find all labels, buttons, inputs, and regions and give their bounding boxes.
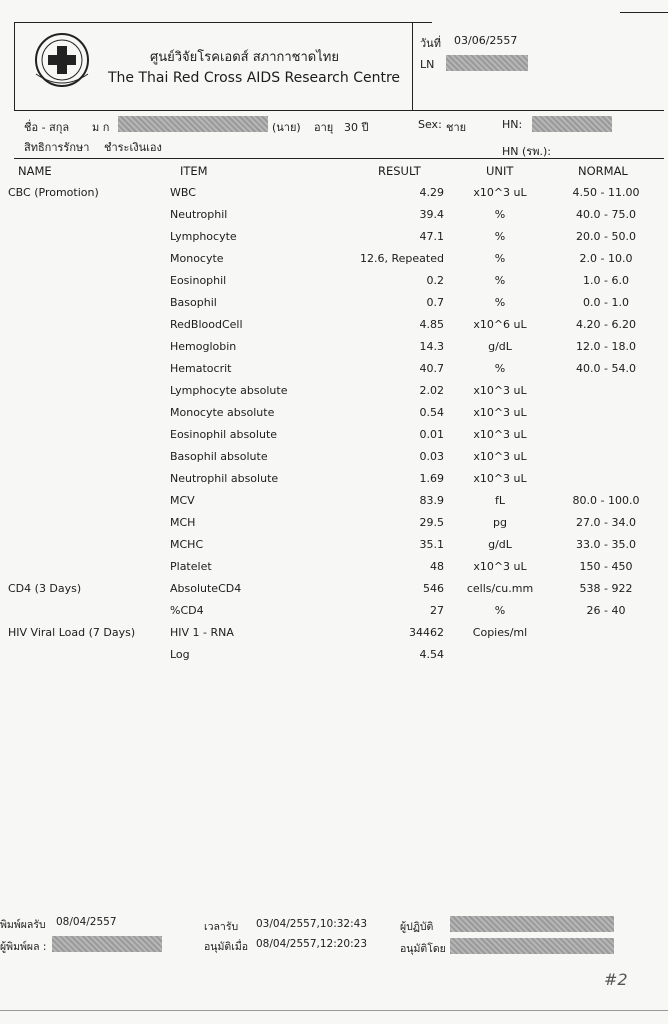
cell-normal: 20.0 - 50.0 (576, 230, 636, 243)
redacted-printer (52, 936, 162, 952)
cell-item: Basophil absolute (170, 450, 268, 463)
table-row (0, 450, 668, 470)
cell-name: HIV Viral Load (7 Days) (8, 626, 136, 639)
sex-value: ชาย (446, 121, 467, 134)
cell-unit: % (494, 604, 506, 617)
table-header (0, 164, 668, 184)
cell-item: Monocyte absolute (170, 406, 275, 419)
table-row (0, 494, 668, 514)
header-normal: NORMAL (578, 164, 628, 178)
cell-item: RedBloodCell (170, 318, 243, 331)
cell-item: Eosinophil (170, 274, 227, 287)
hn-label: HN: (502, 118, 523, 131)
cell-normal: 0.0 - 1.0 (583, 296, 629, 309)
cell-item: Monocyte (170, 252, 224, 265)
title-english: The Thai Red Cross AIDS Research Centre (108, 70, 401, 86)
cell-item: Neutrophil (170, 208, 228, 221)
cell-result: 29.5 (419, 516, 444, 529)
cell-normal: 538 - 922 (579, 582, 633, 595)
cell-item: HIV 1 - RNA (170, 626, 234, 639)
table-row (0, 362, 668, 382)
cell-result: 4.54 (419, 648, 444, 661)
header-name: NAME (18, 164, 52, 178)
table-row (0, 582, 668, 602)
header-unit: UNIT (486, 164, 514, 178)
redacted-name (118, 116, 268, 132)
cell-item: Platelet (170, 560, 212, 573)
date-value: 03/06/2557 (454, 34, 518, 47)
hn-hospital-label: HN (รพ.): (502, 145, 551, 158)
cell-unit: g/dL (488, 340, 512, 353)
cell-normal: 80.0 - 100.0 (572, 494, 640, 507)
cell-item: Hemoglobin (170, 340, 237, 353)
cell-result: 47.1 (419, 230, 444, 243)
cell-normal: 4.50 - 11.00 (572, 186, 640, 199)
rights-label: สิทธิการรักษา (24, 141, 90, 154)
cell-unit: % (494, 230, 506, 243)
name-prefix: ม ก (92, 121, 110, 134)
cell-unit: x10^3 uL (473, 384, 527, 397)
cell-result: 4.85 (419, 318, 444, 331)
rights-value: ชำระเงินเอง (104, 141, 162, 154)
cell-unit: % (494, 208, 506, 221)
cell-unit: x10^3 uL (473, 428, 527, 441)
table-row (0, 516, 668, 536)
red-cross-logo (22, 30, 102, 96)
table-row (0, 384, 668, 404)
cell-item: MCH (170, 516, 196, 529)
cell-item: Hematocrit (170, 362, 232, 375)
cell-item: Basophil (170, 296, 217, 309)
cell-result: 2.02 (419, 384, 444, 397)
table-row (0, 538, 668, 558)
cell-result: 4.29 (419, 186, 444, 199)
patient-title: (นาย) (272, 121, 301, 134)
cell-unit: % (494, 362, 506, 375)
cell-name: CD4 (3 Days) (8, 582, 82, 595)
ln-label: LN (420, 58, 435, 71)
redacted-operator (450, 916, 614, 932)
cell-item: Log (170, 648, 190, 661)
printer-label: ผู้พิมพ์ผล : (0, 941, 47, 953)
cell-normal: 150 - 450 (579, 560, 633, 573)
table-row (0, 560, 668, 580)
cell-item: Lymphocyte absolute (170, 384, 288, 397)
received-label: เวลารับ (204, 921, 239, 933)
cell-normal: 33.0 - 35.0 (576, 538, 636, 551)
table-row (0, 274, 668, 294)
operator-label: ผู้ปฏิบัติ (400, 921, 434, 933)
cell-unit: g/dL (488, 538, 512, 551)
cell-unit: x10^3 uL (473, 450, 527, 463)
approver-label: อนุมัติโดย (400, 943, 446, 955)
cell-unit: x10^3 uL (473, 186, 527, 199)
cell-unit: fL (494, 494, 505, 507)
table-row (0, 230, 668, 250)
cell-unit: % (494, 296, 506, 309)
cell-item: MCHC (170, 538, 204, 551)
cell-normal: 26 - 40 (586, 604, 626, 617)
cell-normal: 2.0 - 10.0 (579, 252, 633, 265)
cell-result: 27 (430, 604, 444, 617)
cell-result: 83.9 (419, 494, 444, 507)
table-row (0, 472, 668, 492)
cell-result: 35.1 (419, 538, 444, 551)
cell-name: CBC (Promotion) (8, 186, 99, 199)
table-row (0, 318, 668, 338)
title-thai: ศูนย์วิจัยโรคเอดส์ สภากาชาดไทย (150, 50, 339, 65)
cell-unit: x10^3 uL (473, 406, 527, 419)
table-row (0, 428, 668, 448)
cell-item: MCV (170, 494, 195, 507)
cell-normal: 4.20 - 6.20 (576, 318, 636, 331)
header-item: ITEM (180, 164, 208, 178)
cell-normal: 40.0 - 75.0 (576, 208, 636, 221)
age-label: อายุ (314, 121, 334, 134)
age-value: 30 ปี (344, 121, 369, 134)
cell-result: 39.4 (419, 208, 444, 221)
redacted-hn (532, 116, 612, 132)
table-row (0, 604, 668, 624)
cell-unit: cells/cu.mm (466, 582, 534, 595)
cell-normal: 1.0 - 6.0 (583, 274, 629, 287)
cell-result: 12.6, Repeated (360, 252, 444, 265)
cell-item: AbsoluteCD4 (170, 582, 242, 595)
date-label: วันที่ (420, 37, 441, 50)
cell-normal: 40.0 - 54.0 (576, 362, 636, 375)
redacted-ln (446, 55, 528, 71)
page-note: #2 (604, 970, 628, 989)
table-row (0, 626, 668, 646)
print-date-value: 08/04/2557 (56, 916, 117, 928)
table-row (0, 648, 668, 668)
approved-value: 08/04/2557,12:20:23 (256, 938, 368, 950)
cell-unit: % (494, 274, 506, 287)
table-row (0, 208, 668, 228)
sex-label: Sex: (418, 118, 442, 131)
cell-result: 0.03 (419, 450, 444, 463)
approved-label: อนุมัติเมื่อ (204, 941, 249, 953)
cell-result: 34462 (409, 626, 444, 639)
cell-result: 40.7 (419, 362, 444, 375)
cell-result: 0.2 (426, 274, 444, 287)
cell-normal: 27.0 - 34.0 (576, 516, 636, 529)
cell-result: 1.69 (419, 472, 444, 485)
print-date-label: พิมพ์ผลรับ (0, 919, 46, 931)
received-value: 03/04/2557,10:32:43 (256, 918, 368, 930)
cell-unit: pg (493, 516, 507, 529)
cell-unit: Copies/ml (472, 626, 528, 639)
header-result: RESULT (378, 164, 421, 178)
table-row (0, 406, 668, 426)
table-row (0, 340, 668, 360)
cell-normal: 12.0 - 18.0 (576, 340, 636, 353)
table-row (0, 296, 668, 316)
cell-item: %CD4 (170, 604, 204, 617)
cell-unit: x10^3 uL (473, 472, 527, 485)
table-row (0, 252, 668, 272)
cell-item: Eosinophil absolute (170, 428, 278, 441)
cell-unit: x10^3 uL (473, 560, 527, 573)
cell-result: 14.3 (419, 340, 444, 353)
cell-item: WBC (170, 186, 196, 199)
cell-item: Lymphocyte (170, 230, 237, 243)
cell-result: 48 (430, 560, 444, 573)
cell-unit: x10^6 uL (473, 318, 527, 331)
redacted-approver (450, 938, 614, 954)
table-row (0, 186, 668, 206)
cell-item: Neutrophil absolute (170, 472, 279, 485)
name-label: ชื่อ - สกุล (24, 121, 70, 134)
cell-unit: % (494, 252, 506, 265)
cell-result: 0.54 (419, 406, 444, 419)
cell-result: 0.7 (426, 296, 444, 309)
cell-result: 546 (423, 582, 444, 595)
cell-result: 0.01 (419, 428, 444, 441)
